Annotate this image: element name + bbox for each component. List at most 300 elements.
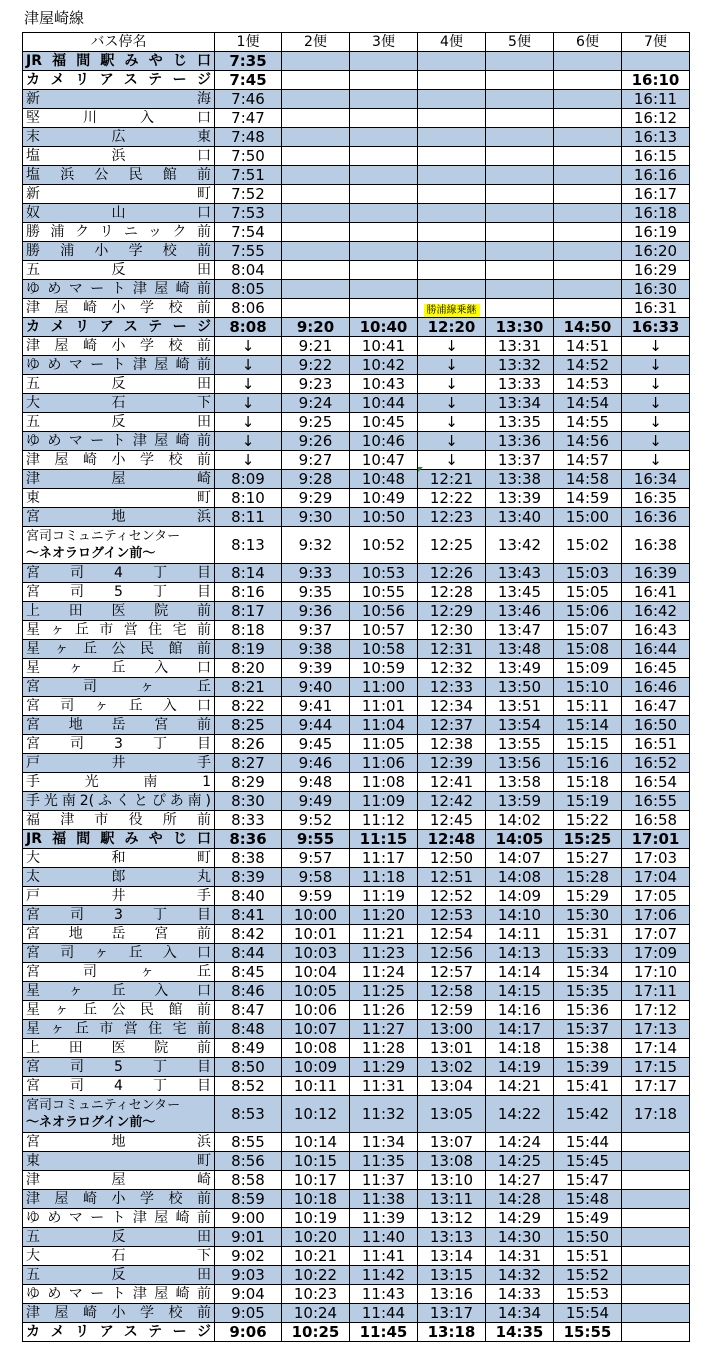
time-cell-run-1: 7:47 [215,109,282,128]
time-cell-run-7: 16:54 [622,773,690,792]
time-cell-run-3: 11:27 [350,1020,418,1039]
time-cell-run-4: 13:04 [418,1077,486,1096]
timetable-row [23,963,690,982]
time-cell-run-4 [418,299,486,318]
timetable-row [23,1266,690,1285]
time-cell-run-1: 8:14 [215,564,282,583]
header-run-4: 4便 [418,33,486,52]
time-cell-run-5 [486,90,554,109]
time-cell-run-2 [282,261,350,280]
time-cell-run-2 [282,166,350,185]
time-cell-run-2: 10:25 [282,1323,350,1342]
time-cell-run-4 [418,128,486,147]
time-cell-run-7: ↓ [622,451,690,470]
time-cell-run-3: 10:47 [350,451,418,470]
time-cell-run-2: 10:09 [282,1058,350,1077]
stop-name-cell: 五反田 [23,261,215,280]
stop-name-cell: 津屋崎小学校前 [23,451,215,470]
time-cell-run-1: 8:38 [215,849,282,868]
time-cell-run-7: 17:15 [622,1058,690,1077]
time-cell-run-6: 15:51 [554,1247,622,1266]
time-cell-run-2: 9:58 [282,868,350,887]
timetable-row [23,564,690,583]
timetable-row [23,640,690,659]
time-cell-run-4: 13:13 [418,1228,486,1247]
time-cell-run-6: 15:30 [554,906,622,925]
timetable-row [23,583,690,602]
time-cell-run-4: 13:07 [418,1133,486,1152]
stop-name-cell: 津屋崎小学校前 [23,1190,215,1209]
time-cell-run-1: 8:33 [215,811,282,830]
time-cell-run-3: 10:58 [350,640,418,659]
time-cell-run-7: 16:42 [622,602,690,621]
time-cell-run-6: 14:55 [554,413,622,432]
timetable-row [23,1133,690,1152]
time-cell-run-4 [418,280,486,299]
time-cell-run-5: 14:30 [486,1228,554,1247]
time-cell-run-2 [282,223,350,242]
time-cell-run-2: 9:40 [282,678,350,697]
time-cell-run-2 [282,109,350,128]
time-cell-run-5: 14:35 [486,1323,554,1342]
time-cell-run-5: 13:39 [486,489,554,508]
time-cell-run-7: 17:10 [622,963,690,982]
time-cell-run-4 [418,109,486,128]
time-cell-run-4: 12:28 [418,583,486,602]
time-cell-run-7: ↓ [622,375,690,394]
time-cell-run-7: 16:41 [622,583,690,602]
time-cell-run-3: 11:23 [350,944,418,963]
time-cell-run-2 [282,185,350,204]
time-cell-run-1: 8:10 [215,489,282,508]
header-run-5: 5便 [486,33,554,52]
time-cell-run-4: 12:59 [418,1001,486,1020]
time-cell-run-7: ↓ [622,432,690,451]
time-cell-run-5: 13:33 [486,375,554,394]
time-cell-run-7 [622,1266,690,1285]
time-cell-run-1: 8:42 [215,925,282,944]
time-cell-run-4 [418,166,486,185]
time-cell-run-4: 12:41 [418,773,486,792]
time-cell-run-5: 14:24 [486,1133,554,1152]
time-cell-run-4: 12:33 [418,678,486,697]
timetable-row [23,1323,690,1342]
time-cell-run-2: 9:22 [282,356,350,375]
time-cell-run-3: 11:04 [350,716,418,735]
time-cell-run-3 [350,261,418,280]
time-cell-run-7 [622,1304,690,1323]
stop-name-cell: 大和町 [23,849,215,868]
time-cell-run-3: 10:57 [350,621,418,640]
time-cell-run-5: 13:40 [486,508,554,527]
time-cell-run-6: 15:00 [554,508,622,527]
timetable-row [23,52,690,71]
time-cell-run-7: ↓ [622,394,690,413]
time-cell-run-7: 16:45 [622,659,690,678]
time-cell-run-2: 10:07 [282,1020,350,1039]
time-cell-run-5: 13:43 [486,564,554,583]
time-cell-run-2: 9:25 [282,413,350,432]
stop-name-cell: 宮司4丁目 [23,564,215,583]
time-cell-run-6: 15:31 [554,925,622,944]
stop-name-cell: 宮司ヶ丘入口 [23,697,215,716]
time-cell-run-4: 12:51 [418,868,486,887]
timetable-row [23,659,690,678]
time-cell-run-3 [350,204,418,223]
time-cell-run-2: 10:11 [282,1077,350,1096]
stop-name-cell: 勝浦クリニック前 [23,223,215,242]
time-cell-run-1: 9:02 [215,1247,282,1266]
time-cell-run-6 [554,52,622,71]
time-cell-run-6: 15:29 [554,887,622,906]
transfer-note-badge: 勝浦線乗継 [424,304,480,317]
time-cell-run-4: 12:23 [418,508,486,527]
timetable-row [23,508,690,527]
time-cell-run-6: 14:50 [554,318,622,337]
stop-name-cell: 星ヶ丘市営住宅前 [23,1020,215,1039]
stop-name-cell: 新海 [23,90,215,109]
time-cell-run-3 [350,280,418,299]
time-cell-run-5: 14:33 [486,1285,554,1304]
time-cell-run-6: 15:19 [554,792,622,811]
time-cell-run-3: 10:55 [350,583,418,602]
stop-name-cell: 宮司ヶ丘 [23,678,215,697]
time-cell-run-6: 15:38 [554,1039,622,1058]
time-cell-run-1: 8:22 [215,697,282,716]
time-cell-run-4: 13:18 [418,1323,486,1342]
time-cell-run-7: 16:35 [622,489,690,508]
time-cell-run-3: 11:15 [350,830,418,849]
time-cell-run-1: 8:30 [215,792,282,811]
time-cell-run-3: 10:42 [350,356,418,375]
timetable-row [23,242,690,261]
time-cell-run-2 [282,147,350,166]
time-cell-run-6: 15:09 [554,659,622,678]
time-cell-run-3: 10:49 [350,489,418,508]
time-cell-run-1: 9:00 [215,1209,282,1228]
time-cell-run-5: 13:55 [486,735,554,754]
time-cell-run-7: 17:04 [622,868,690,887]
time-cell-run-4: 12:57 [418,963,486,982]
stop-name-cell: 星ヶ丘入口 [23,982,215,1001]
time-cell-run-3: 11:12 [350,811,418,830]
time-cell-run-2 [282,242,350,261]
time-cell-run-1: ↓ [215,451,282,470]
time-cell-run-7: 16:19 [622,223,690,242]
time-cell-run-3: 11:29 [350,1058,418,1077]
time-cell-run-1: 8:40 [215,887,282,906]
time-cell-run-6: 14:51 [554,337,622,356]
time-cell-run-3 [350,52,418,71]
stop-name-cell: 手光南1 [23,773,215,792]
time-cell-run-6: 15:28 [554,868,622,887]
stop-name-cell: 上田医院前 [23,602,215,621]
timetable-row [23,451,690,470]
time-cell-run-4: 12:22 [418,489,486,508]
time-cell-run-1: 7:53 [215,204,282,223]
time-cell-run-2: 10:23 [282,1285,350,1304]
time-cell-run-4: 12:37 [418,716,486,735]
time-cell-run-7 [622,1323,690,1342]
timetable-row [23,394,690,413]
time-cell-run-2: 9:36 [282,602,350,621]
time-cell-run-6: 15:16 [554,754,622,773]
timetable-row [23,716,690,735]
time-cell-run-5: 13:31 [486,337,554,356]
stop-name-cell: 福津市役所前 [23,811,215,830]
time-cell-run-6: 15:49 [554,1209,622,1228]
time-cell-run-5: 13:46 [486,602,554,621]
time-cell-run-3: 11:44 [350,1304,418,1323]
time-cell-run-2: 10:12 [282,1096,350,1133]
time-cell-run-3 [350,299,418,318]
time-cell-run-7: 16:34 [622,470,690,489]
stop-name-cell: 星ヶ丘公民館前 [23,640,215,659]
time-cell-run-1: 8:48 [215,1020,282,1039]
time-cell-run-4: 12:42 [418,792,486,811]
stop-name-cell: 星ヶ丘市営住宅前 [23,621,215,640]
stop-name-line1: 宮司コミュニティセンター [26,529,181,544]
stop-name-cell: 津屋崎小学校前 [23,1304,215,1323]
time-cell-run-3: 11:28 [350,1039,418,1058]
stop-name-cell: 宮司ヶ丘入口 [23,944,215,963]
time-cell-run-3: 10:56 [350,602,418,621]
time-cell-run-6: 15:48 [554,1190,622,1209]
time-cell-run-4: 13:00 [418,1020,486,1039]
time-cell-run-4 [418,90,486,109]
time-cell-run-7: 16:52 [622,754,690,773]
time-cell-run-1: ↓ [215,375,282,394]
timetable-row [23,1039,690,1058]
time-cell-run-2: 9:57 [282,849,350,868]
time-cell-run-1: 7:48 [215,128,282,147]
time-cell-run-5: 14:21 [486,1077,554,1096]
time-cell-run-1: 9:06 [215,1323,282,1342]
time-cell-run-2: 9:55 [282,830,350,849]
time-cell-run-5: 13:49 [486,659,554,678]
time-cell-run-4 [418,185,486,204]
time-cell-run-5: 14:11 [486,925,554,944]
header-run-7: 7便 [622,33,690,52]
time-cell-run-1: 8:53 [215,1096,282,1133]
time-cell-run-7: 16:16 [622,166,690,185]
time-cell-run-7: 17:17 [622,1077,690,1096]
time-cell-run-4: 12:21 [418,470,486,489]
time-cell-run-2: 9:32 [282,527,350,564]
time-cell-run-2: 10:22 [282,1266,350,1285]
time-cell-run-7: 16:46 [622,678,690,697]
time-cell-run-1: 7:52 [215,185,282,204]
time-cell-run-7: 16:12 [622,109,690,128]
time-cell-run-5 [486,261,554,280]
time-cell-run-4 [418,223,486,242]
time-cell-run-5: 13:36 [486,432,554,451]
time-cell-run-1: 8:27 [215,754,282,773]
time-cell-run-7: 17:11 [622,982,690,1001]
time-cell-run-6 [554,185,622,204]
time-cell-run-4: 13:15 [418,1266,486,1285]
time-cell-run-7 [622,1228,690,1247]
time-cell-run-4: 12:31 [418,640,486,659]
time-cell-run-3: 10:46 [350,432,418,451]
stop-name-line2: ～ネオラログイン前～ [26,546,156,561]
time-cell-run-5: 13:50 [486,678,554,697]
time-cell-run-2: 10:24 [282,1304,350,1323]
time-cell-run-6: 15:53 [554,1285,622,1304]
time-cell-run-2: 10:19 [282,1209,350,1228]
time-cell-run-7: 16:20 [622,242,690,261]
time-cell-run-6: 14:52 [554,356,622,375]
time-cell-run-3 [350,90,418,109]
time-cell-run-4: 13:16 [418,1285,486,1304]
time-cell-run-1: 8:50 [215,1058,282,1077]
time-cell-run-5: 14:16 [486,1001,554,1020]
stop-name-cell: 末広東 [23,128,215,147]
time-cell-run-2 [282,280,350,299]
time-cell-run-4: 12:29 [418,602,486,621]
header-stop-name: バス停名 [23,33,215,52]
time-cell-run-1: 8:49 [215,1039,282,1058]
time-cell-run-6: 15:14 [554,716,622,735]
time-cell-run-1: ↓ [215,394,282,413]
time-cell-run-4: 12:25 [418,527,486,564]
time-cell-run-1: 8:17 [215,602,282,621]
time-cell-run-6: 15:37 [554,1020,622,1039]
stop-name-line1: 宮司コミュニティセンター [26,1098,181,1113]
time-cell-run-7 [622,1133,690,1152]
timetable-row [23,811,690,830]
stop-name-cell: カメリアステージ [23,71,215,90]
time-cell-run-6: 14:54 [554,394,622,413]
timetable-row [23,337,690,356]
time-cell-run-1: 8:11 [215,508,282,527]
time-cell-run-6 [554,147,622,166]
time-cell-run-6: 14:56 [554,432,622,451]
time-cell-run-3: 11:18 [350,868,418,887]
time-cell-run-3: 11:26 [350,1001,418,1020]
time-cell-run-3: 10:43 [350,375,418,394]
stop-name-cell: 宮司5丁目 [23,1058,215,1077]
time-cell-run-3: 11:09 [350,792,418,811]
time-cell-run-2: 10:17 [282,1171,350,1190]
time-cell-run-5 [486,109,554,128]
time-cell-run-1: 8:47 [215,1001,282,1020]
time-cell-run-3: 10:45 [350,413,418,432]
time-cell-run-7: ↓ [622,337,690,356]
time-cell-run-4: 12:34 [418,697,486,716]
stop-name-cell: 宮地浜 [23,508,215,527]
time-cell-run-2: 10:05 [282,982,350,1001]
time-cell-run-7 [622,1152,690,1171]
header-run-1: 1便 [215,33,282,52]
time-cell-run-5 [486,128,554,147]
time-cell-run-7: 17:01 [622,830,690,849]
time-cell-run-7: 16:11 [622,90,690,109]
time-cell-run-5: 14:17 [486,1020,554,1039]
time-cell-run-3: 11:42 [350,1266,418,1285]
time-cell-run-5 [486,185,554,204]
stop-name-cell: 津屋崎小学校前 [23,299,215,318]
time-cell-run-1: 9:04 [215,1285,282,1304]
time-cell-run-4: 12:58 [418,982,486,1001]
time-cell-run-6: 15:07 [554,621,622,640]
time-cell-run-3: 10:53 [350,564,418,583]
time-cell-run-1: 8:29 [215,773,282,792]
time-cell-run-7: 17:13 [622,1020,690,1039]
time-cell-run-4 [418,147,486,166]
timetable-row [23,773,690,792]
time-cell-run-6: 15:25 [554,830,622,849]
stop-name-cell: 五反田 [23,1228,215,1247]
stop-name-cell: 新町 [23,185,215,204]
time-cell-run-2: 9:45 [282,735,350,754]
timetable-row [23,204,690,223]
time-cell-run-6: 15:06 [554,602,622,621]
time-cell-run-3 [350,242,418,261]
timetable-row [23,128,690,147]
time-cell-run-1: 8:44 [215,944,282,963]
time-cell-run-4: ↓ [418,451,486,470]
time-cell-run-6: 15:05 [554,583,622,602]
time-cell-run-1: 9:03 [215,1266,282,1285]
time-cell-run-6: 15:36 [554,1001,622,1020]
time-cell-run-4: ↓ [418,413,486,432]
time-cell-run-6: 15:44 [554,1133,622,1152]
timetable-row [23,1096,690,1133]
time-cell-run-2 [282,71,350,90]
time-cell-run-2 [282,299,350,318]
timetable-row [23,413,690,432]
time-cell-run-1: 8:25 [215,716,282,735]
stop-name-cell: 宮司3丁目 [23,906,215,925]
time-cell-run-3: 11:35 [350,1152,418,1171]
time-cell-run-7: 17:07 [622,925,690,944]
time-cell-run-2: 9:38 [282,640,350,659]
time-cell-run-5: 14:07 [486,849,554,868]
time-cell-run-1: 8:41 [215,906,282,925]
stop-name-cell: 五反田 [23,413,215,432]
stop-name-line2: ～ネオラログイン前～ [26,1115,156,1130]
stop-name-cell: 大石下 [23,1247,215,1266]
time-cell-run-5 [486,52,554,71]
time-cell-run-7: 16:18 [622,204,690,223]
time-cell-run-4: 12:52 [418,887,486,906]
time-cell-run-4: 12:39 [418,754,486,773]
time-cell-run-7 [622,1171,690,1190]
time-cell-run-5: 14:14 [486,963,554,982]
time-cell-run-1: 9:01 [215,1228,282,1247]
time-cell-run-7: ↓ [622,356,690,375]
stop-name-cell: 宮地岳宮前 [23,925,215,944]
time-cell-run-3: 11:06 [350,754,418,773]
timetable-row [23,470,690,489]
timetable-row [23,887,690,906]
time-cell-run-7: 16:31 [622,299,690,318]
time-cell-run-6: 15:33 [554,944,622,963]
time-cell-run-4: 13:10 [418,1171,486,1190]
timetable-row [23,1247,690,1266]
timetable-row [23,318,690,337]
time-cell-run-2: 9:21 [282,337,350,356]
time-cell-run-3: 11:38 [350,1190,418,1209]
time-cell-run-1: ↓ [215,356,282,375]
time-cell-run-1: 7:51 [215,166,282,185]
time-cell-run-1: 7:45 [215,71,282,90]
time-cell-run-5: 14:15 [486,982,554,1001]
stop-name-cell: 上田医院前 [23,1039,215,1058]
time-cell-run-2: 10:00 [282,906,350,925]
time-cell-run-4: 12:53 [418,906,486,925]
